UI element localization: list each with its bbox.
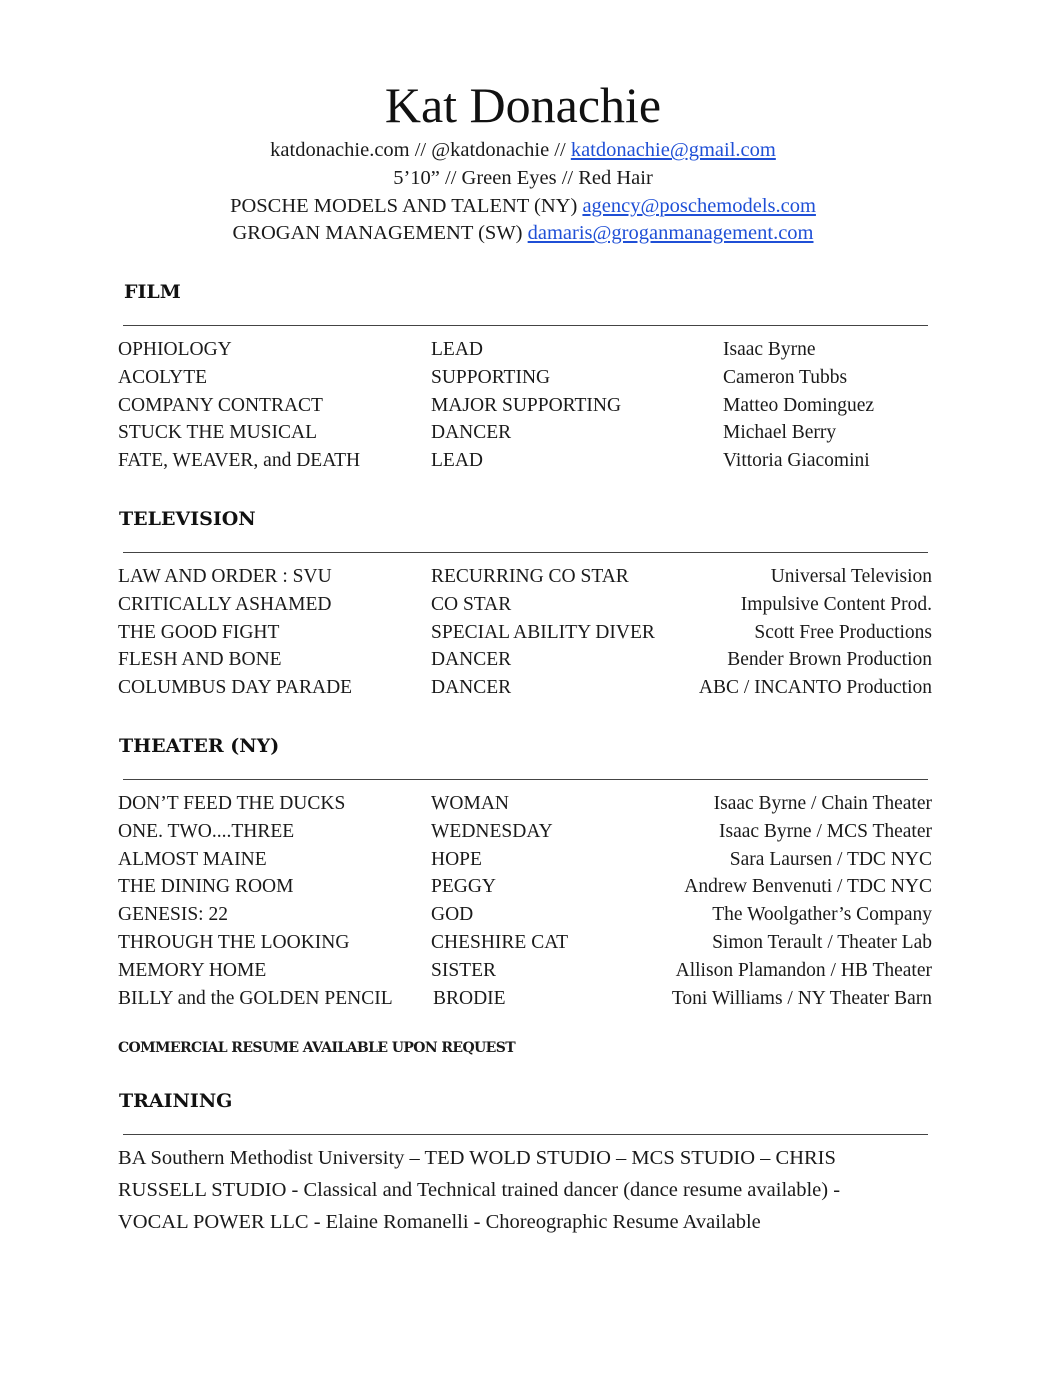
film-title: ACOLYTE <box>118 366 208 388</box>
management-email-link[interactable]: damaris@groganmanagement.com <box>527 222 814 244</box>
film-role: LEAD <box>431 339 483 360</box>
commercial-resume-note: COMMERCIAL RESUME AVAILABLE UPON REQUEST <box>118 1040 516 1056</box>
television-row <box>118 646 932 674</box>
theater-role: CHESHIRE CAT <box>431 931 569 953</box>
tv-title: FLESH AND BONE <box>118 649 282 671</box>
tv-role: DANCER <box>431 649 512 671</box>
film-director: Cameron Tubbs <box>723 366 848 388</box>
film-title: COMPANY CONTRACT <box>118 394 323 416</box>
television-heading: TELEVISION <box>119 508 256 530</box>
theater-company: Allison Plamandon / HB Theater <box>675 959 932 981</box>
film-role: LEAD <box>431 450 483 472</box>
theater-role: HOPE <box>431 848 482 870</box>
theater-role: WEDNESDAY <box>431 820 553 842</box>
resume-name: Kat Donachie <box>384 77 662 133</box>
theater-credits <box>118 790 932 1012</box>
theater-row <box>118 901 932 929</box>
theater-title: THROUGH THE LOOKING <box>118 931 350 953</box>
tv-production: Bender Brown Production <box>727 649 932 671</box>
film-director: Matteo Dominguez <box>723 394 875 416</box>
training-line: RUSSELL STUDIO - Classical and Technical trained dancer (dance resume available) - <box>118 1179 841 1201</box>
theater-role: WOMAN <box>431 793 509 814</box>
film-director: Isaac Byrne <box>723 339 816 360</box>
film-heading: FILM <box>124 281 181 303</box>
management-name: GROGAN MANAGEMENT (SW) <box>232 222 528 244</box>
training-line: VOCAL POWER LLC - Elaine Romanelli - Choreographic Resume Available <box>118 1211 761 1233</box>
film-role: DANCER <box>431 422 512 444</box>
training-text <box>118 1142 933 1238</box>
film-row <box>118 364 932 392</box>
theater-title: BILLY and the GOLDEN PENCIL <box>118 987 393 1009</box>
tv-role: RECURRING CO STAR <box>431 566 629 587</box>
theater-title: MEMORY HOME <box>118 959 267 981</box>
film-role: SUPPORTING <box>431 366 551 388</box>
personal-email-link[interactable]: katdonachie@gmail.com <box>570 139 776 161</box>
film-role: MAJOR SUPPORTING <box>431 394 622 416</box>
tv-role: CO STAR <box>431 593 512 615</box>
theater-heading: THEATER (NY) <box>119 735 280 757</box>
agency-email-link[interactable]: agency@poschemodels.com <box>582 195 816 217</box>
theater-company: Sara Laursen / TDC NYC <box>729 848 932 870</box>
theater-title: GENESIS: 22 <box>118 904 228 926</box>
theater-title: ONE. TWO....THREE <box>118 820 295 842</box>
film-row <box>118 336 932 364</box>
film-director: Vittoria Giacomini <box>723 450 870 472</box>
management-line <box>0 219 1046 247</box>
film-row <box>118 392 932 420</box>
theater-row <box>118 985 932 1013</box>
agency-line <box>0 192 1046 220</box>
website-handle-text: katdonachie.com // @katdonachie // <box>270 139 571 161</box>
theater-company: The Woolgather’s Company <box>712 904 932 926</box>
film-title: STUCK THE MUSICAL <box>118 422 317 444</box>
tv-production: ABC / INCANTO Production <box>698 677 932 699</box>
theater-title: ALMOST MAINE <box>118 848 267 870</box>
tv-title: THE GOOD FIGHT <box>118 621 280 643</box>
television-row <box>118 563 932 591</box>
film-row <box>118 447 932 475</box>
tv-title: CRITICALLY ASHAMED <box>118 593 332 615</box>
theater-title: THE DINING ROOM <box>118 876 294 898</box>
theater-row <box>118 790 932 818</box>
television-divider <box>123 552 928 553</box>
film-credits <box>118 336 932 475</box>
tv-title: LAW AND ORDER : SVU <box>118 566 332 587</box>
tv-production: Universal Television <box>770 566 932 587</box>
contact-line <box>0 136 1046 164</box>
tv-production: Scott Free Productions <box>754 621 932 643</box>
tv-production: Impulsive Content Prod. <box>740 593 932 615</box>
theater-row <box>118 957 932 985</box>
tv-role: DANCER <box>431 677 512 699</box>
theater-role: BRODIE <box>433 987 506 1009</box>
theater-company: Toni Williams / NY Theater Barn <box>671 987 932 1009</box>
theater-row <box>118 818 932 846</box>
television-row <box>118 619 932 647</box>
tv-role: SPECIAL ABILITY DIVER <box>431 621 655 643</box>
theater-row <box>118 846 932 874</box>
tv-title: COLUMBUS DAY PARADE <box>118 677 353 699</box>
film-title: OPHIOLOGY <box>118 339 232 360</box>
theater-title: DON’T FEED THE DUCKS <box>118 793 346 814</box>
television-row <box>118 591 932 619</box>
theater-company: Isaac Byrne / MCS Theater <box>719 820 932 842</box>
theater-divider <box>123 779 928 780</box>
television-credits <box>118 563 932 702</box>
theater-role: SISTER <box>431 959 497 981</box>
training-heading: TRAINING <box>119 1090 233 1112</box>
training-divider <box>123 1134 928 1135</box>
theater-role: GOD <box>431 904 474 926</box>
training-line: BA Southern Methodist University – TED WOLD STUDIO – MCS STUDIO – CHRIS <box>118 1147 836 1169</box>
film-row <box>118 419 932 447</box>
theater-company: Isaac Byrne / Chain Theater <box>713 793 932 814</box>
film-director: Michael Berry <box>723 422 837 444</box>
theater-company: Simon Terault / Theater Lab <box>712 931 932 953</box>
film-divider <box>123 325 928 326</box>
agency-name: POSCHE MODELS AND TALENT (NY) <box>230 195 583 217</box>
television-row <box>118 674 932 702</box>
theater-role: PEGGY <box>431 876 497 898</box>
theater-row <box>118 929 932 957</box>
appearance-line: 5’10” // Green Eyes // Red Hair <box>393 167 653 189</box>
theater-row <box>118 873 932 901</box>
theater-company: Andrew Benvenuti / TDC NYC <box>684 876 932 898</box>
film-title: FATE, WEAVER, and DEATH <box>118 450 361 472</box>
